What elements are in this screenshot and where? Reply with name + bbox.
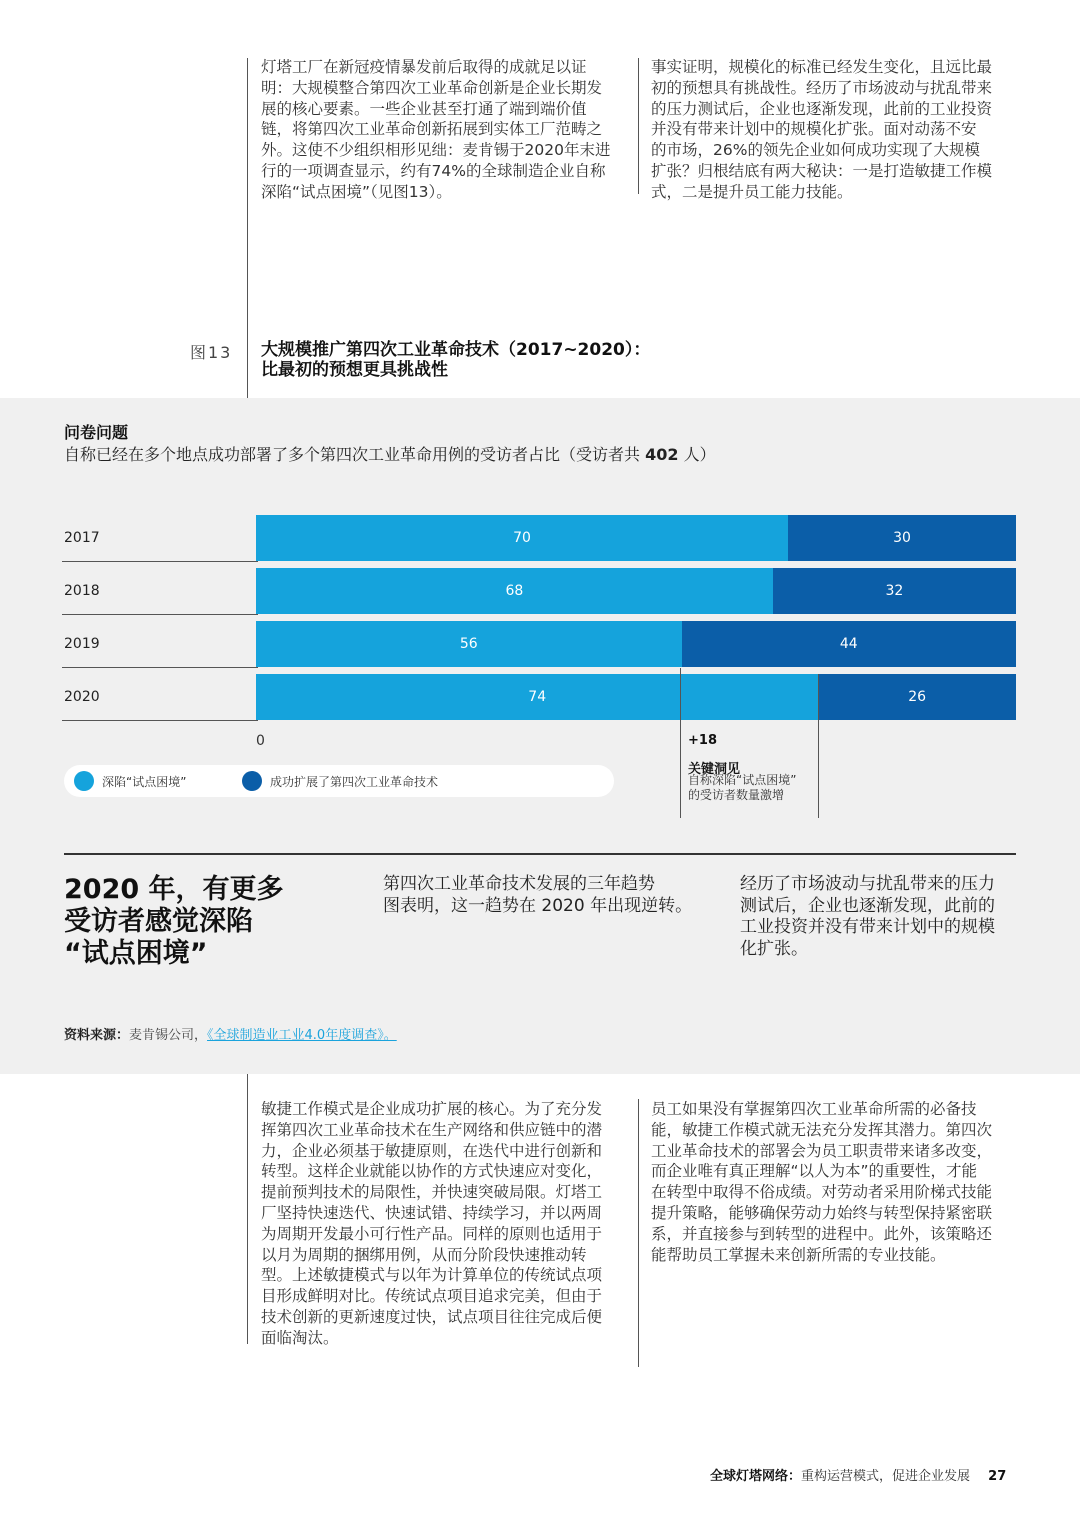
question-main: 自称已经在多个地点成功部署了多个第四次工业革命用例的受访者占比（受访者共	[64, 445, 641, 464]
bar-2017-pilot: 70	[256, 515, 788, 561]
question-heading: 问卷问题	[64, 423, 129, 442]
page-footer	[710, 1465, 1006, 1484]
panel-headline: 2020 年，有更多 受访者感觉深陷 “试点困境”	[64, 874, 284, 969]
year-label-2020: 2020	[64, 689, 100, 705]
bottom-paragraph-left: 敏捷工作模式是企业成功扩展的核心。为了充分发 挥第四次工业革命技术在生产网络和供应链中的潜 力，企业必须基于敏捷原则，在迭代中进行创新和 转型。这样企业就能以协作的方式快速应对变化， 提前预判技术的局限性，并快速突破局限。灯塔工 厂坚持快速迭代、快速试错、持续学习，并以两周 为周期开发最小可行性产品。同样的原则也适用于 以月为周期的捆绑用例，从而分阶段快速推动转 型。上述敏捷模式与以年为计算单位的传统试点项 目形成鲜明对比。传统试点项目追求完美，但由于 技术创新的更新速度过快，试点项目往往完成后便 面临淘汰。	[261, 1100, 603, 1347]
axis-zero-label: 0	[256, 733, 265, 749]
footer-title: 全球灯塔网络：	[710, 1469, 802, 1484]
figure-label: 图13	[190, 343, 233, 362]
bottom-left-divider	[247, 1074, 248, 1344]
source-label: 资料来源：	[64, 1028, 130, 1043]
legend-scaled-label: 成功扩展了第四次工业革命技术	[270, 775, 439, 789]
bar-2020-pilot: 74	[256, 674, 818, 720]
year-label-2019: 2019	[64, 636, 100, 652]
callout-text: 自称深陷“试点困境” 的受访者数量激增	[688, 773, 797, 802]
top-paragraph-left: 灯塔工厂在新冠疫情暴发前后取得的成就足以证 明：大规模整合第四次工业革命创新是企业长期发 展的核心要素。一些企业甚至打通了端到端价值 链，将第四次工业革命创新拓展到实体工厂范畴之 外。这使不少组织相形见绌：麦肯锡于2020年末进 行的一项调查显示，约有74%的全球制造企业自称 深陷“试点困境”（见图13）。	[261, 58, 611, 201]
top-middle-divider	[638, 58, 639, 194]
legend-scaled-swatch	[242, 771, 262, 791]
year-label-2018: 2018	[64, 583, 100, 599]
bar-2019-pilot: 56	[256, 621, 682, 667]
question-suffix: 人）	[678, 445, 716, 464]
legend	[64, 765, 614, 797]
figure-panel	[0, 398, 1080, 1074]
section-rule	[64, 853, 1016, 855]
panel-right-text: 经历了市场波动与扰乱带来的压力 测试后，企业也逐渐发现，此前的 工业投资并没有带来计划中的规模 化扩张。	[740, 874, 995, 959]
bottom-paragraph-right: 员工如果没有掌握第四次工业革命所需的必备技 能，敏捷工作模式就无法充分发挥其潜力。第四次 工业革命技术的部署会为员工职责带来诸多改变， 而企业唯有真正理解“以人为本”的重要性，才能 在转型中取得不俗成绩。对劳动者采用阶梯式技能 提升策略，能够确保劳动力始终与转型保持紧密联 系，并直接参与到转型的进程中。此外，该策略还 能帮助员工掌握未来创新所需的专业技能。	[651, 1100, 993, 1264]
source-org: 麦肯锡公司，	[129, 1028, 208, 1043]
top-paragraph-right: 事实证明，规模化的标准已经发生变化，且远比最 初的预想具有挑战性。经历了市场波动与扰乱带来 的压力测试后，企业也逐渐发现，此前的工业投资 并没有带来计划中的规模化扩张。面对动荡不安 的市场，26%的领先企业如何成功实现了大规模 扩张？归根结底有两大秘诀：一是打造敏捷工作模 式，二是提升员工能力技能。	[651, 58, 993, 201]
year-label-2017: 2017	[64, 530, 100, 546]
respondent-count: 402	[645, 445, 679, 464]
bar-2020-scaled: 26	[818, 674, 1016, 720]
callout-heading: 关键洞见	[688, 762, 741, 777]
footer-subtitle: 重构运营模式，促进企业发展	[801, 1469, 971, 1484]
bar-2018-pilot: 68	[256, 568, 773, 614]
bar-2019-scaled: 44	[682, 621, 1016, 667]
question-text	[64, 442, 1024, 465]
bar-2018-scaled: 32	[773, 568, 1016, 614]
source-link[interactable]: 《全球制造业工业4.0年度调查》。	[207, 1028, 397, 1043]
callout-right-line	[818, 674, 819, 818]
figure-title: 大规模推广第四次工业革命技术（2017~2020）： 比最初的预想更具挑战性	[261, 340, 651, 380]
top-left-divider	[247, 58, 248, 398]
panel-middle-text: 第四次工业革命技术发展的三年趋势 图表明，这一趋势在 2020 年出现逆转。	[383, 874, 693, 916]
bottom-middle-divider	[638, 1099, 639, 1367]
legend-pilot-swatch	[74, 771, 94, 791]
source-line	[64, 1024, 397, 1043]
callout-left-line	[680, 668, 681, 818]
bar-2017-scaled: 30	[788, 515, 1016, 561]
page-number: 27	[988, 1469, 1007, 1484]
callout-value: +18	[688, 733, 717, 748]
legend-pilot-label: 深陷“试点困境”	[102, 775, 187, 789]
